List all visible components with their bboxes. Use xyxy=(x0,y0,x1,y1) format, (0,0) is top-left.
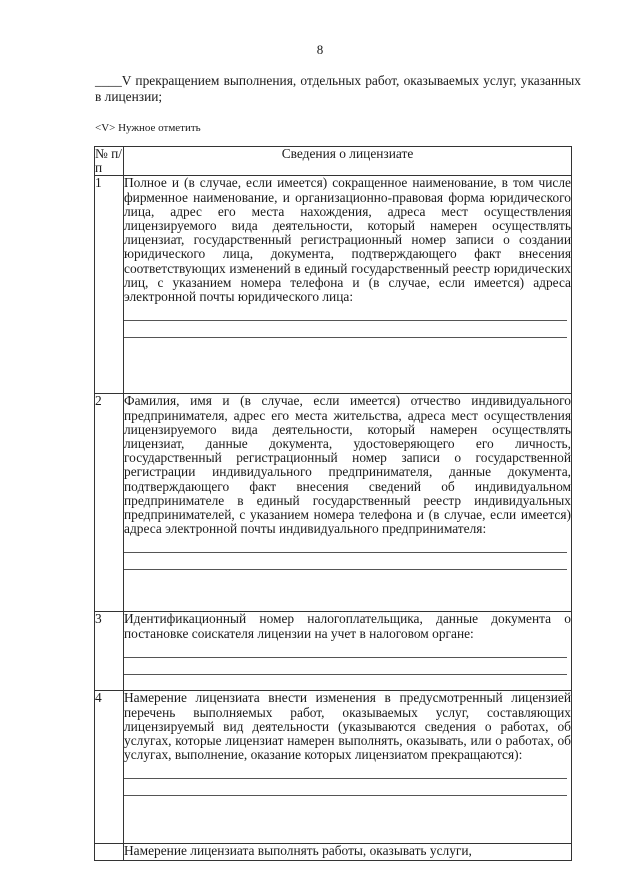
fill-in-line[interactable] xyxy=(124,641,567,658)
licensee-info-table xyxy=(94,146,572,861)
fill-in-line[interactable] xyxy=(124,762,567,779)
row-text: Идентификационный номер налогоплательщика, данные документа о постановке соискателя лицензии на учет в налоговом органе: xyxy=(124,611,571,641)
row-number: 4 xyxy=(95,691,124,844)
fill-in-line[interactable] xyxy=(124,536,567,553)
table-row xyxy=(95,612,572,691)
row-number: 1 xyxy=(95,176,124,394)
row-content xyxy=(124,176,572,394)
table-row xyxy=(95,691,572,844)
row-content xyxy=(124,612,572,691)
page-number: 8 xyxy=(316,42,324,57)
row-number: 3 xyxy=(95,612,124,691)
row-content xyxy=(124,394,572,612)
fill-in-line[interactable] xyxy=(124,779,567,796)
fill-in-line[interactable] xyxy=(124,658,567,675)
intro-paragraph: ____V прекращением выполнения, отдельных работ, оказываемых услуг, указанных в лицензии; xyxy=(95,73,581,104)
fill-in-line[interactable] xyxy=(124,553,567,570)
row-text: Намерение лицензиата внести изменения в предусмотренный лицензией перечень выполняемых работ, оказываемых услуг, составляющих лицензируемый вид деятельности (указываются сведения о работах, об услугах, которые лицензиат намерен выполнять, оказывать, или о работах, об услугах, выполнение, оказание которых лицензиатом прекращаются): xyxy=(124,690,571,763)
footnote-mark: <V> Нужное отметить xyxy=(95,122,201,134)
row-content xyxy=(124,691,572,844)
row-number: 2 xyxy=(95,394,124,612)
table-header-row xyxy=(95,147,572,176)
table-row xyxy=(95,844,572,861)
table-row xyxy=(95,176,572,394)
fill-in-line[interactable] xyxy=(124,304,567,321)
header-number: № п/п xyxy=(95,146,123,176)
row-content xyxy=(124,844,572,861)
header-title: Сведения о лицензиате xyxy=(124,147,572,176)
table-row xyxy=(95,394,572,612)
row-text: Полное и (в случае, если имеется) сокращенное наименование, в том числе фирменное наименование, и организационно-правовая форма юридического лица, адрес его места нахождения, адреса мест осуществления лицензируемого вида деятельности, который намерен осуществлять лицензиат, государственный регистрационный номер записи о создании юридического лица, документа, подтверждающего факт внесения соответствующих изменений в единый государственный реестр юридических лиц, с указанием номера телефона и (в случае, если имеется) адреса электронной почты юридического лица: xyxy=(124,175,571,305)
row-text: Намерение лицензиата выполнять работы, оказывать услуги, xyxy=(124,843,472,859)
row-text: Фамилия, имя и (в случае, если имеется) отчество индивидуального предпринимателя, адрес его места жительства, адреса мест осуществления лицензируемого вида деятельности, который намерен осуществлять лицензиат, данные документа, удостоверяющего его личность, государственный регистрационный номер записи о государственной регистрации индивидуального предпринимателя, данные документа, подтверждающего факт внесения сведений об индивидуальном предпринимателе в единый государственный реестр индивидуальных предпринимателей, с указанием номера телефона и (в случае, если имеется) адреса электронной почты индивидуального предпринимателя: xyxy=(124,393,571,537)
fill-in-line[interactable] xyxy=(124,321,567,338)
row-number xyxy=(95,844,124,861)
